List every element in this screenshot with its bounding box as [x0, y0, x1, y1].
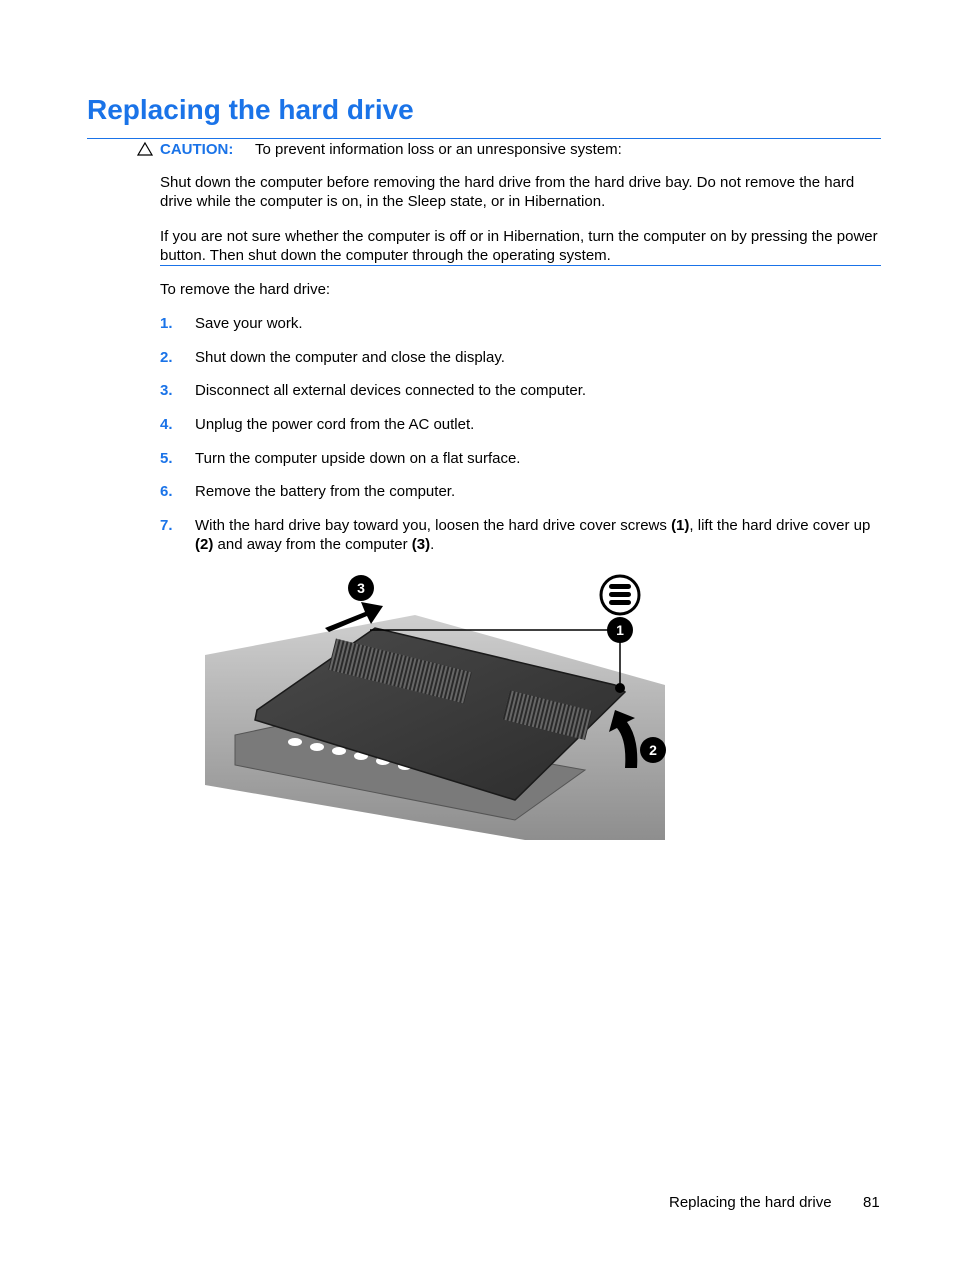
step-text-5: Turn the computer upside down on a flat surface. [195, 450, 521, 467]
caution-bottom-rule [160, 265, 881, 266]
warning-triangle-icon [137, 141, 153, 157]
callout-3-label: 3 [357, 580, 365, 596]
step-text-1: Save your work. [195, 315, 303, 332]
caution-text: To prevent information loss or an unresponsive system: [255, 141, 622, 158]
step-7-part: With the hard drive bay toward you, loosen the hard drive cover screws [195, 517, 672, 534]
caution-paragraph-2: If you are not sure whether the computer is off or in Hibernation, turn the computer on by pressing the power button. Then shut down the computer through the operating system. [160, 228, 878, 264]
step-text-4: Unplug the power cord from the AC outlet. [195, 416, 475, 433]
caution-top-rule [87, 138, 881, 139]
caution-paragraph-1: Shut down the computer before removing the hard drive from the hard drive bay. Do not remove the hard drive while the computer is on, in the Sleep state, or in Hibernation. [160, 174, 855, 210]
step-number-7: 7. [160, 517, 173, 534]
step-text-7 [195, 516, 885, 554]
step-number-1: 1. [160, 315, 173, 332]
page-title: Replacing the hard drive [87, 94, 414, 125]
callout-ref-2: (2) [195, 536, 214, 553]
screw [615, 683, 625, 693]
step-7-part: and away from the computer [213, 536, 412, 553]
callout-ref-1: (1) [671, 517, 690, 534]
footer-title: Replacing the hard drive [669, 1194, 832, 1211]
screw-stack-icon [601, 576, 639, 614]
hard-drive-cover-illustration [195, 570, 680, 850]
step-number-2: 2. [160, 349, 173, 366]
step-7-part: . [430, 536, 435, 553]
step-text-3: Disconnect all external devices connected to the computer. [195, 382, 587, 399]
step-7-part: , lift the hard drive cover up [689, 517, 871, 534]
step-text-6: Remove the battery from the computer. [195, 483, 456, 500]
step-number-3: 3. [160, 382, 173, 399]
callout-ref-3: (3) [411, 536, 431, 553]
caution-label: CAUTION: [160, 141, 234, 158]
step-number-6: 6. [160, 483, 173, 500]
step-number-5: 5. [160, 450, 173, 467]
callout-2-label: 2 [649, 742, 657, 758]
intro-text: To remove the hard drive: [160, 281, 331, 298]
step-text-2: Shut down the computer and close the display. [195, 349, 505, 366]
page-number: 81 [863, 1194, 880, 1211]
callout-1-label: 1 [616, 622, 624, 638]
step-number-4: 4. [160, 416, 173, 433]
